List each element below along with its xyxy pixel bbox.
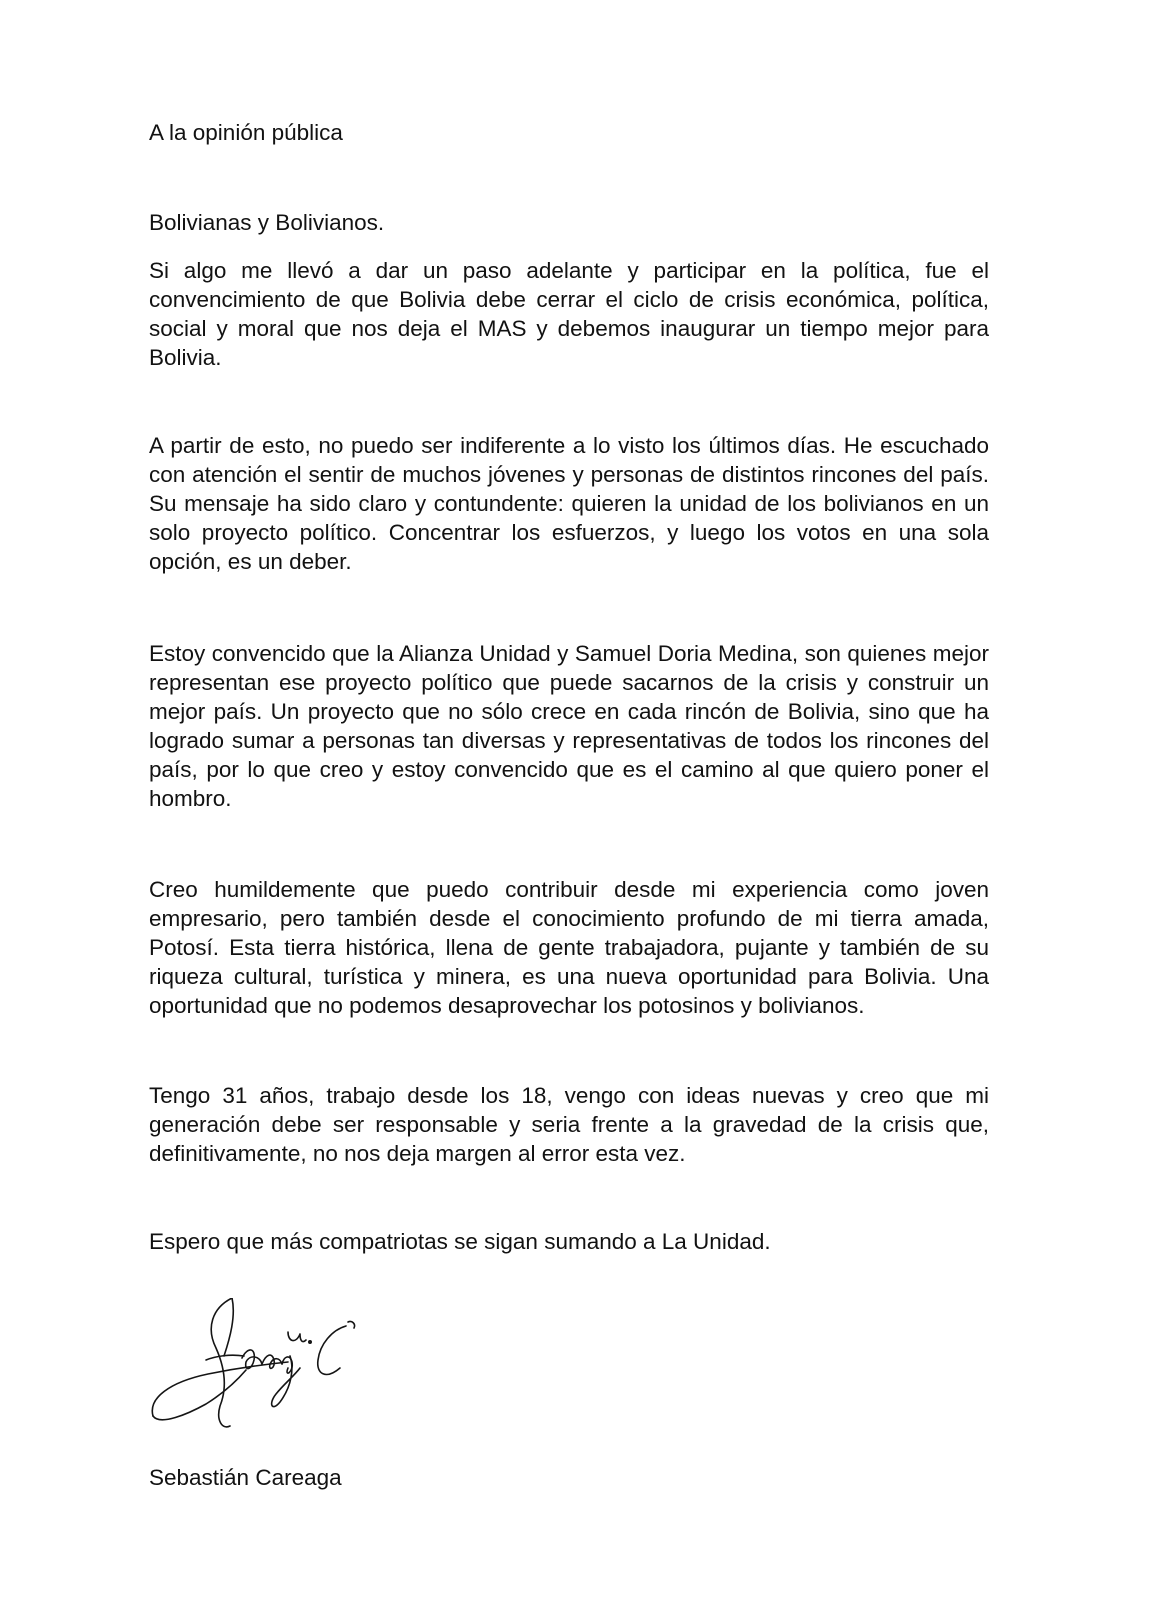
letter-paragraph: Tengo 31 años, trabajo desde los 18, vengo con ideas nuevas y creo que mi generación debe ser responsable y seria frente a la gravedad de la crisis que, definitivamente, no nos deja margen al error esta vez. [149,1083,989,1166]
letter-greeting: Bolivianas y Bolivianos. [149,210,385,235]
signer-name: Sebastián Careaga [149,1465,342,1490]
letter-paragraph: Estoy convencido que la Alianza Unidad y Samuel Doria Medina, son quienes mejor representan ese proyecto político que puede sacarnos de la crisis y construir un mejor país. Un proyecto que no sólo crece en cada rincón de Bolivia, sino que ha logrado sumar a personas tan diversas y representativas de todos los rincones del país, por lo que creo y estoy convencido que es el camino al que quiero poner el hombro. [149,641,989,811]
letter-paragraph: Si algo me llevó a dar un paso adelante y participar en la política, fue el convencimiento de que Bolivia debe cerrar el ciclo de crisis económica, política, social y moral que nos deja el MAS y debemos inaugurar un tiempo mejor para Bolivia. [149,258,989,370]
letter-closing: Espero que más compatriotas se sigan sumando a La Unidad. [149,1229,771,1254]
letter-paragraph: A partir de esto, no puedo ser indiferente a lo visto los últimos días. He escuchado con atención el sentir de muchos jóvenes y personas de distintos rincones del país. Su mensaje ha sido claro y contundente: quieren la unidad de los bolivianos en un solo proyecto político. Concentrar los esfuerzos, y luego los votos en una sola opción, es un deber. [149,433,989,574]
handwritten-signature-icon [150,1298,360,1433]
letter-salutation: A la opinión pública [149,120,343,145]
letter-paragraph: Creo humildemente que puedo contribuir desde mi experiencia como joven empresario, pero también desde el conocimiento profundo de mi tierra amada, Potosí. Esta tierra histórica, llena de gente trabajadora, pujante y también de su riqueza cultural, turística y minera, es una nueva oportunidad para Bolivia. Una oportunidad que no podemos desaprovechar los potosinos y bolivianos. [149,877,989,1018]
